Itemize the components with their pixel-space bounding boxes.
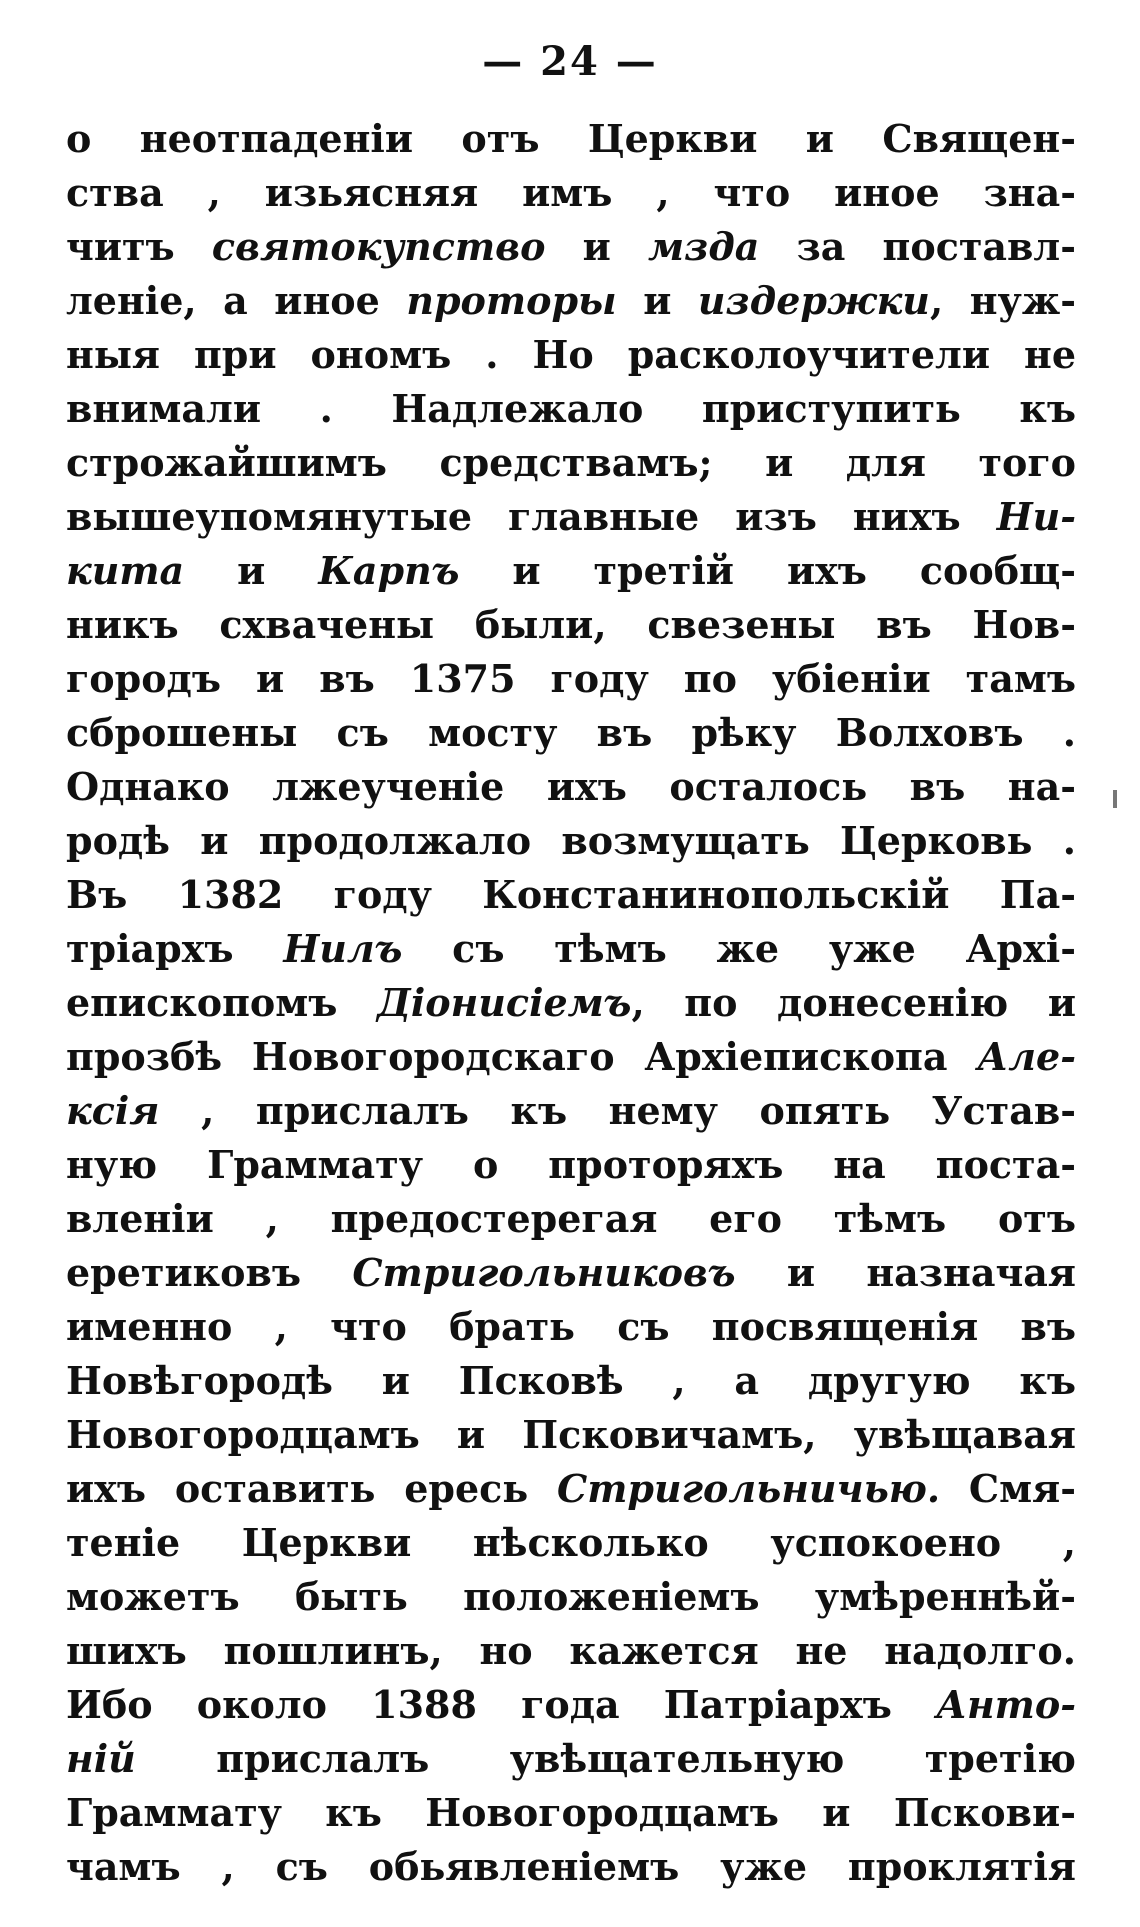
text-segment: строжайшимъ средствамъ; и для того (66, 440, 1076, 485)
italic-name: Стригольниковъ (352, 1250, 736, 1295)
text-segment: епископомъ (66, 980, 378, 1025)
text-line (66, 1570, 1076, 1624)
text-segment: и (616, 278, 698, 323)
text-segment: еретиковъ (66, 1250, 353, 1295)
text-segment: можетъ быть положеніемъ умѣреннѣй- (66, 1574, 1076, 1619)
text-segment: Граммату къ Новогородцамъ и Пскови- (66, 1790, 1076, 1835)
text-segment: родѣ и продолжало возмущать Церковь . (66, 818, 1076, 863)
text-line (66, 1138, 1076, 1192)
text-line (66, 652, 1076, 706)
body-text (66, 112, 1076, 1894)
text-segment: леніе, а иное (66, 278, 407, 323)
text-line (66, 706, 1076, 760)
text-line (66, 382, 1076, 436)
text-segment: читъ (66, 224, 212, 269)
text-segment: прозбѣ Новогородскаго Архіепископа (66, 1034, 978, 1079)
text-line (66, 1408, 1076, 1462)
text-line (66, 1300, 1076, 1354)
text-line (66, 1678, 1076, 1732)
text-segment: ихъ оставить ересь (66, 1466, 557, 1511)
text-line (66, 1462, 1076, 1516)
text-line (66, 814, 1076, 868)
text-line (66, 1516, 1076, 1570)
text-line (66, 1786, 1076, 1840)
text-line (66, 220, 1076, 274)
text-segment: и третій ихъ сообщ- (459, 548, 1076, 593)
text-segment: Новогородцамъ и Псковичамъ, увѣщавая (66, 1412, 1076, 1457)
text-segment: Однако лжеученіе ихъ осталось въ на- (66, 764, 1076, 809)
italic-name: издержки (697, 278, 930, 323)
text-segment: прислалъ увѣщательную третію (135, 1736, 1076, 1781)
italic-name: ксія (66, 1088, 160, 1133)
italic-name: Ни- (996, 494, 1076, 539)
text-segment: ства , изьясняя имъ , что иное зна- (66, 170, 1076, 215)
text-segment: шихъ пошлинъ, но кажется не надолго. (66, 1628, 1076, 1673)
text-segment: и (545, 224, 648, 269)
text-segment: именно , что брать съ посвященія въ (66, 1304, 1076, 1349)
italic-name: мзда (647, 224, 760, 269)
text-segment: теніе Церкви нѣсколько успокоено , (66, 1520, 1076, 1565)
text-segment: чамъ , съ обьявленіемъ уже проклятія (66, 1844, 1076, 1889)
text-segment: городъ и въ 1375 году по убіеніи тамъ (66, 656, 1076, 701)
italic-name: Діонисіемъ (377, 980, 632, 1025)
text-line (66, 1354, 1076, 1408)
text-segment: тріархъ (66, 926, 284, 971)
text-line (66, 112, 1076, 166)
text-segment: , по донесенію и (631, 980, 1076, 1025)
italic-name: Стригольничью. (556, 1466, 941, 1511)
text-segment: вленіи , предостерегая его тѣмъ отъ (66, 1196, 1076, 1241)
text-line (66, 598, 1076, 652)
text-line (66, 544, 1076, 598)
text-segment: съ тѣмъ же уже Архі- (402, 926, 1076, 971)
italic-name: Нилъ (283, 926, 403, 971)
italic-name: святокупство (211, 224, 546, 269)
text-line (66, 1840, 1076, 1894)
text-segment: , нуж- (929, 278, 1076, 323)
text-segment: , прислалъ къ нему опять Устав- (159, 1088, 1076, 1133)
text-segment: о неотпаденіи отъ Церкви и Священ- (66, 116, 1076, 161)
text-line (66, 328, 1076, 382)
text-line (66, 490, 1076, 544)
text-segment: за поставл- (759, 224, 1076, 269)
text-line (66, 1246, 1076, 1300)
text-line (66, 922, 1076, 976)
text-segment: Ибо около 1388 года Патріархъ (66, 1682, 937, 1727)
text-segment: и назначая (735, 1250, 1076, 1295)
text-line (66, 1732, 1076, 1786)
text-segment: никъ схвачены были, свезены въ Нов- (66, 602, 1076, 647)
italic-name: проторы (406, 278, 617, 323)
text-segment: вышеупомянутые главные изъ нихъ (66, 494, 997, 539)
text-segment: Въ 1382 году Констанинопольскій Па- (66, 872, 1076, 917)
italic-name: кита (66, 548, 185, 593)
text-segment: ныя при ономъ . Но расколоучители не (66, 332, 1076, 377)
text-line (66, 166, 1076, 220)
text-line (66, 1192, 1076, 1246)
text-line (66, 1030, 1076, 1084)
text-segment: ную Граммату о проторяхъ на поста- (66, 1142, 1076, 1187)
text-line (66, 436, 1076, 490)
italic-name: Карпъ (318, 548, 460, 593)
text-line (66, 760, 1076, 814)
text-line (66, 1084, 1076, 1138)
page-number-header: — 24 — (482, 38, 658, 85)
text-line (66, 1624, 1076, 1678)
text-line (66, 868, 1076, 922)
text-segment: сброшены съ мосту въ рѣку Волховъ . (66, 710, 1076, 755)
italic-name: ній (66, 1736, 136, 1781)
text-line (66, 274, 1076, 328)
text-segment: внимали . Надлежало приступить къ (66, 386, 1076, 431)
text-segment: и (184, 548, 319, 593)
text-line (66, 976, 1076, 1030)
italic-name: Але- (977, 1034, 1076, 1079)
margin-mark (1113, 790, 1117, 808)
text-segment: Смя- (940, 1466, 1076, 1511)
text-segment: Новѣгородѣ и Псковѣ , а другую къ (66, 1358, 1076, 1403)
italic-name: Анто- (936, 1682, 1076, 1727)
